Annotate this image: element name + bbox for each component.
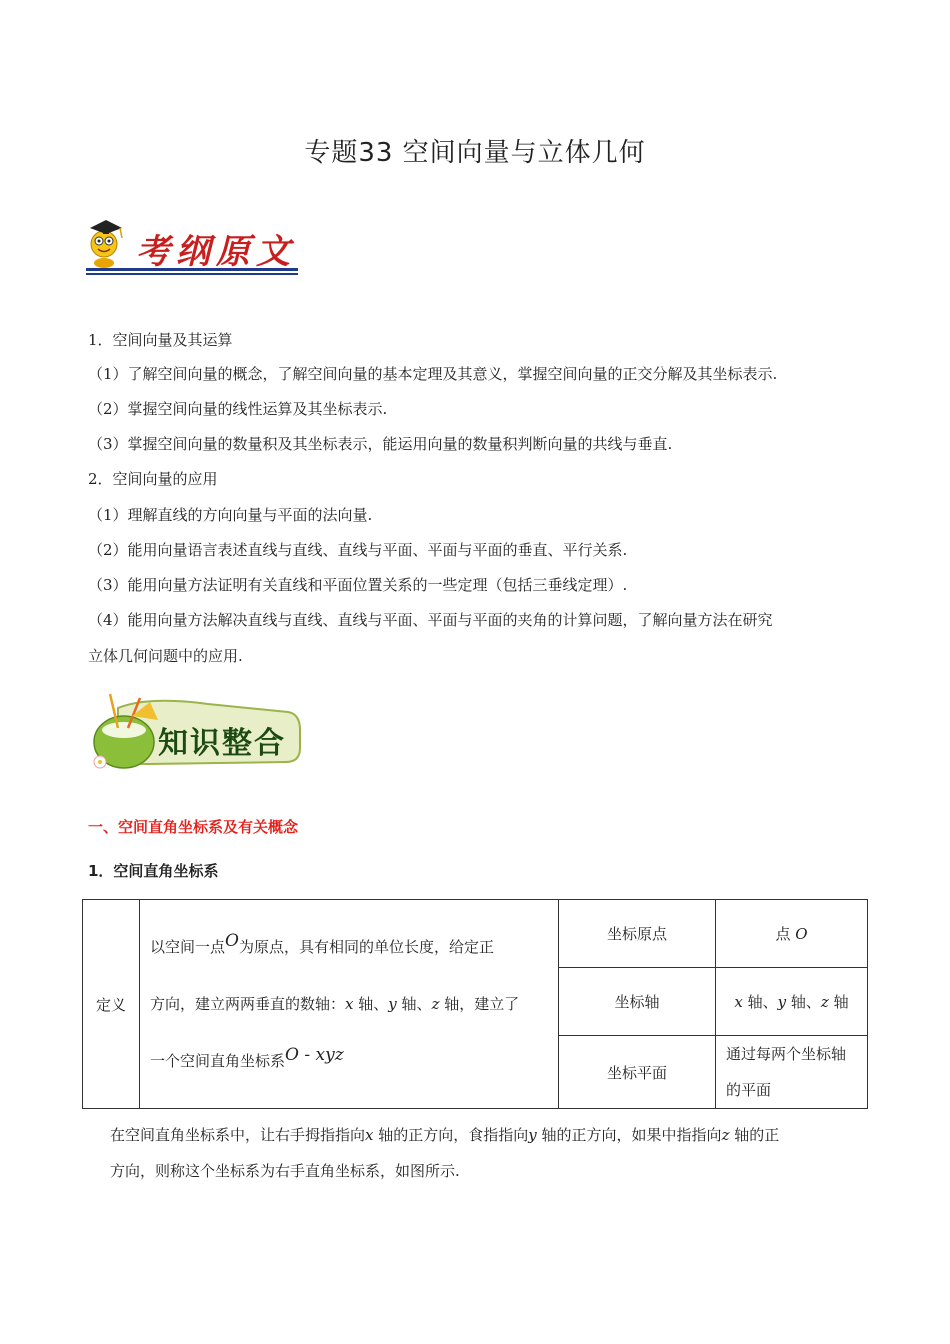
outline-line: （4）能用向量方法解决直线与直线、直线与平面、平面与平面的夹角的计算问题，了解向量方法在研究 [88,611,773,629]
outline-line: （1）理解直线的方向向量与平面的法向量. [88,506,373,524]
definition-text: 以空间一点O为原点，具有相同的单位长度，给定正 方向，建立两两垂直的数轴：x 轴、y 轴、z 轴，建立了 一个空间直角坐标系O - xyz [140,900,559,1109]
right-hand-paragraph-line2: 方向，则称这个坐标系为右手直角坐标系，如图所示. [110,1162,460,1180]
outline-line: （2）掌握空间向量的线性运算及其坐标表示. [88,400,388,418]
outline-line: 2．空间向量的应用 [88,470,218,488]
outline-line: 立体几何问题中的应用. [88,647,243,665]
row-value: 点 O [716,900,868,968]
row-label: 坐标原点 [559,900,716,968]
outline-line: （2）能用向量语言表述直线与直线、直线与平面、平面与平面的垂直、平行关系. [88,541,628,559]
row-value: x 轴、y 轴、z 轴 [716,968,868,1036]
section-heading: 一、空间直角坐标系及有关概念 [88,818,299,836]
row-label: 坐标平面 [559,1036,716,1109]
outline-line: 1．空间向量及其运算 [88,331,233,349]
outline-line: （3）掌握空间向量的数量积及其坐标表示，能运用向量的数量积判断向量的共线与垂直. [88,435,673,453]
knowledge-banner [88,690,303,776]
outline-banner-text: 考纲原文 [136,232,296,272]
knowledge-banner-text: 知识整合 [158,726,286,761]
row-label: 坐标轴 [559,968,716,1036]
page-title: 专题33 空间向量与立体几何 [304,138,646,168]
outline-banner [86,208,301,280]
outline-line: （3）能用向量方法证明有关直线和平面位置关系的一些定理（包括三垂线定理）. [88,576,628,594]
right-hand-paragraph: 在空间直角坐标系中，让右手拇指指向x 轴的正方向，食指指向y 轴的正方向，如果中指指向z 轴的正 [110,1126,780,1144]
outline-line: （1）了解空间向量的概念，了解空间向量的基本定理及其意义，掌握空间向量的正交分解及其坐标表示. [88,365,778,383]
definition-label: 定义 [83,900,140,1109]
row-value: 通过每两个坐标轴 的平面 [716,1036,868,1109]
coordinate-system-table [82,899,868,1109]
subsection-heading: 1．空间直角坐标系 [88,862,219,880]
system-symbol: O - xyz [285,1044,344,1065]
